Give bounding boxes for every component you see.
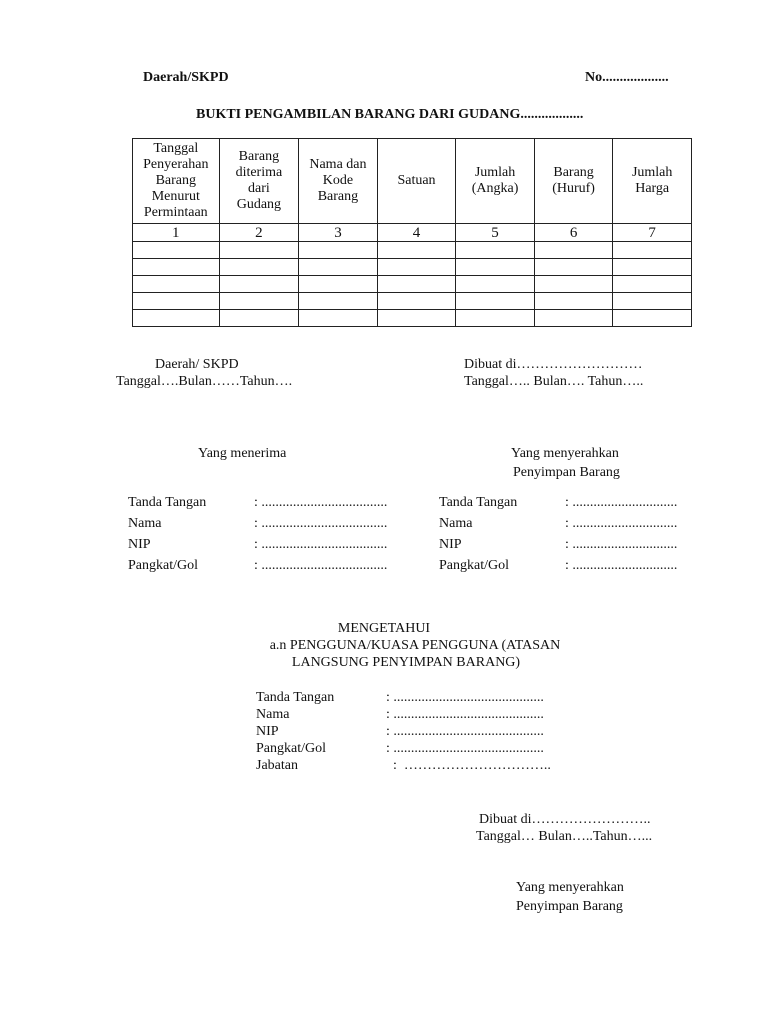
footer-date: Tanggal… Bulan…..Tahun…... [476,829,653,844]
table-cell[interactable] [534,242,613,259]
col-header-1: Tanggal Penyerahan Barang Menurut Permintaan [133,139,220,224]
col-number: 4 [377,224,456,242]
receiver-name-input[interactable]: : .................................... [254,516,388,531]
col-number: 3 [299,224,378,242]
header-number: No................... [585,70,669,85]
table-cell[interactable] [377,259,456,276]
table-cell[interactable] [613,242,692,259]
table-cell[interactable] [377,276,456,293]
table-row [133,276,692,293]
ack-nip-input[interactable]: : ........................................... [386,724,544,739]
ack-signature-input[interactable]: : ........................................... [386,690,544,705]
header-region: Daerah/SKPD [143,70,229,85]
giver-nip-input[interactable]: : .............................. [565,537,678,552]
footer-subtitle: Penyimpan Barang [516,899,623,914]
table-cell[interactable] [534,310,613,327]
giver-rank-input[interactable]: : .............................. [565,558,678,573]
table-cell[interactable] [133,276,220,293]
giver-name-input[interactable]: : .............................. [565,516,678,531]
table-cell[interactable] [456,310,535,327]
receiver-field-name: Nama : .................................... [128,516,388,531]
table-cell[interactable] [456,293,535,310]
receiver-field-nip: NIP : .................................... [128,537,388,552]
giver-field-rank: Pangkat/Gol : .............................. [439,558,678,573]
col-number: 1 [133,224,220,242]
receiver-field-signature: Tanda Tangan : .................................... [128,495,388,510]
receiver-rank-input[interactable]: : .................................... [254,558,388,573]
col-header-4: Satuan [377,139,456,224]
table-cell[interactable] [377,310,456,327]
table-cell[interactable] [299,259,378,276]
acknowledge-subtitle-2: LANGSUNG PENYIMPAN BARANG) [291,655,521,670]
ack-position-input[interactable]: : ………………………….. [386,758,551,773]
table-cell[interactable] [613,293,692,310]
table-cell[interactable] [219,259,299,276]
table-cell[interactable] [133,293,220,310]
ack-field-rank: Pangkat/Gol : ........................................... [256,741,544,756]
ack-field-position: Jabatan : ………………………….. [256,758,551,773]
col-number: 7 [613,224,692,242]
date-right-made-at: Dibuat di……………………… [464,357,643,372]
receiver-signature-block [128,492,387,576]
giver-field-nip: NIP : .............................. [439,537,678,552]
table-cell[interactable] [534,293,613,310]
table-header-row [133,139,692,224]
acknowledge-subtitle-1: a.n PENGGUNA/KUASA PENGGUNA (ATASAN [269,638,561,653]
table-row [133,310,692,327]
col-number: 2 [219,224,299,242]
table-cell[interactable] [133,310,220,327]
ack-field-name: Nama : ........................................... [256,707,544,722]
table-cell[interactable] [219,293,299,310]
ack-field-nip: NIP : ........................................... [256,724,544,739]
table-cell[interactable] [219,276,299,293]
table-row [133,242,692,259]
footer-title: Yang menyerahkan [516,880,624,895]
receiver-signature-input[interactable]: : .................................... [254,495,388,510]
ack-field-signature: Tanda Tangan : ........................................... [256,690,544,705]
table-cell[interactable] [534,276,613,293]
column-number-row [133,224,692,242]
receiver-title: Yang menerima [198,446,287,461]
receiver-nip-input[interactable]: : .................................... [254,537,388,552]
giver-signature-input[interactable]: : .............................. [565,495,678,510]
table-cell[interactable] [133,242,220,259]
col-header-6: Barang (Huruf) [534,139,613,224]
table-cell[interactable] [534,259,613,276]
items-table [132,138,692,327]
col-header-7: Jumlah Harga [613,139,692,224]
giver-signature-block [439,492,677,576]
table-cell[interactable] [377,242,456,259]
acknowledge-title: MENGETAHUI [337,621,431,636]
date-left-date: Tanggal….Bulan……Tahun…. [116,374,293,389]
giver-field-signature: Tanda Tangan : .............................. [439,495,678,510]
table-cell[interactable] [299,242,378,259]
receiver-field-rank: Pangkat/Gol : .................................... [128,558,388,573]
table-cell[interactable] [133,259,220,276]
col-number: 6 [534,224,613,242]
col-number: 5 [456,224,535,242]
table-cell[interactable] [456,259,535,276]
table-cell[interactable] [377,293,456,310]
giver-field-name: Nama : .............................. [439,516,678,531]
table-cell[interactable] [219,242,299,259]
col-header-3: Nama dan Kode Barang [299,139,378,224]
document-title: BUKTI PENGAMBILAN BARANG DARI GUDANG.................. [196,107,584,122]
table-cell[interactable] [456,242,535,259]
table-cell[interactable] [456,276,535,293]
acknowledge-signature-block [256,689,551,774]
giver-subtitle: Penyimpan Barang [513,465,620,480]
ack-rank-input[interactable]: : ........................................... [386,741,544,756]
ack-name-input[interactable]: : ........................................... [386,707,544,722]
table-cell[interactable] [613,259,692,276]
date-right-date: Tanggal….. Bulan…. Tahun….. [464,374,644,389]
giver-title: Yang menyerahkan [511,446,619,461]
table-row [133,293,692,310]
table-cell[interactable] [613,276,692,293]
footer-made-at: Dibuat di…………………….. [479,812,651,827]
col-header-2: Barang diterima dari Gudang [219,139,299,224]
date-left-region: Daerah/ SKPD [155,357,239,372]
table-cell[interactable] [299,276,378,293]
table-cell[interactable] [299,293,378,310]
col-header-5: Jumlah (Angka) [456,139,535,224]
table-row [133,259,692,276]
table-cell[interactable] [219,310,299,327]
table-cell[interactable] [613,310,692,327]
table-cell[interactable] [299,310,378,327]
